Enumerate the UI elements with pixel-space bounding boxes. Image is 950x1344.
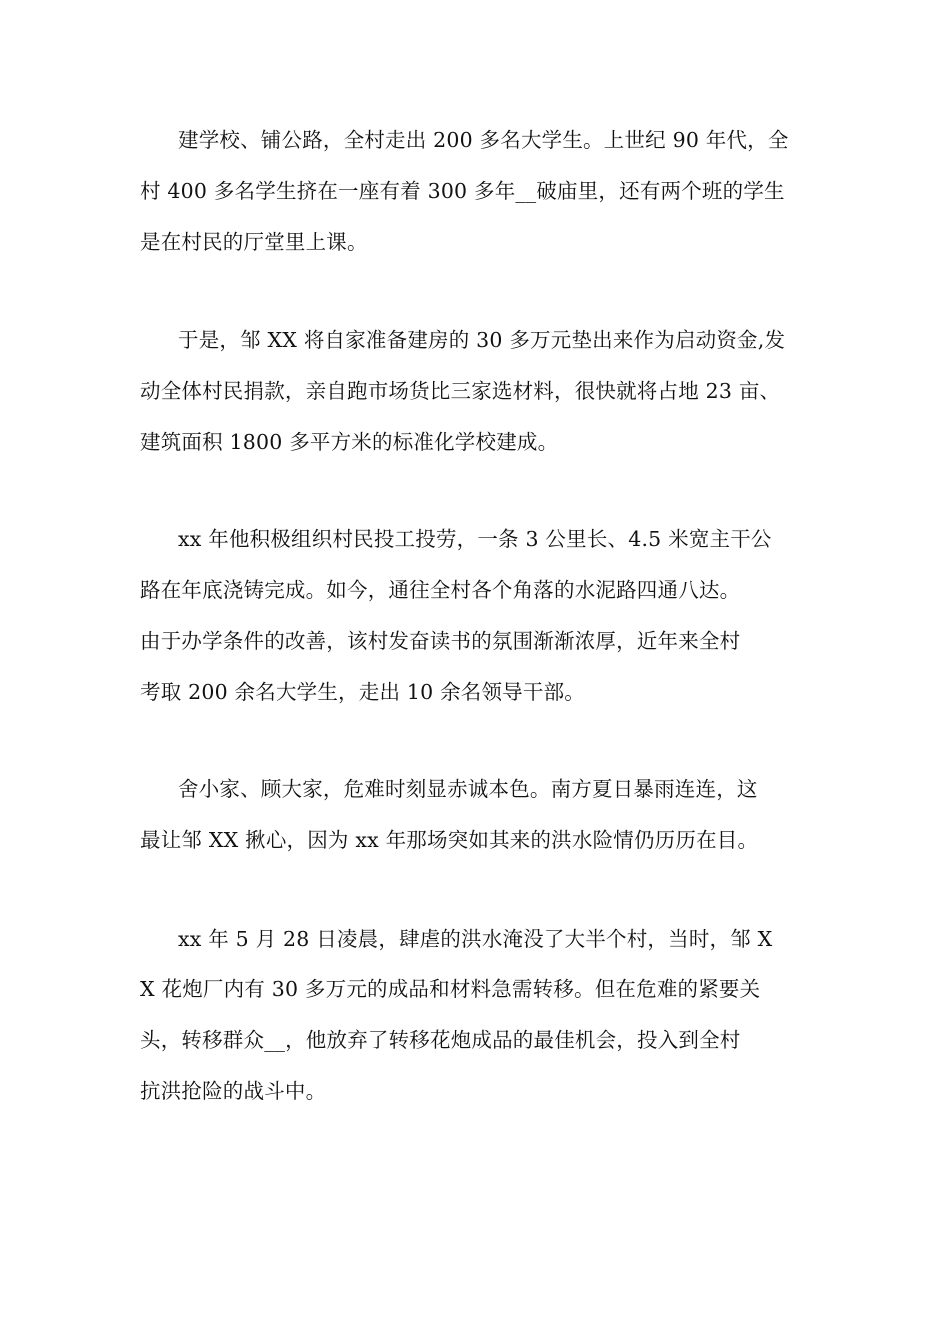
paragraph-3-line-1: xx 年他积极组织村民投工投劳，一条 3 公里长、4.5 米宽主干公: [178, 527, 772, 551]
paragraph-2-line-3: 建筑面积 1800 多平方米的标准化学校建成。: [140, 430, 559, 454]
paragraph-1-line-2: 村 400 多名学生挤在一座有着 300 多年__破庙里，还有两个班的学生: [140, 179, 785, 203]
paragraph-3-line-2: 路在年底浇铸完成。如今，通往全村各个角落的水泥路四通八达。: [140, 578, 741, 602]
paragraph-5-line-4: 抗洪抢险的战斗中。: [140, 1079, 327, 1103]
paragraph-5-line-3: 头，转移群众__，他放弃了转移花炮成品的最佳机会，投入到全村: [140, 1028, 741, 1052]
paragraph-4-line-1: 舍小家、顾大家，危难时刻显赤诚本色。南方夏日暴雨连连，这: [178, 777, 758, 801]
paragraph-4-line-2: 最让邹 XX 揪心，因为 xx 年那场突如其来的洪水险情仍历历在目。: [140, 828, 759, 852]
paragraph-5-line-1: xx 年 5 月 28 日凌晨，肆虐的洪水淹没了大半个村，当时，邹 X: [178, 927, 773, 951]
paragraph-5-line-2: X 花炮厂内有 30 多万元的成品和材料急需转移。但在危难的紧要关: [140, 977, 761, 1001]
paragraph-2-line-1: 于是，邹 XX 将自家准备建房的 30 多万元垫出来作为启动资金,发: [178, 328, 786, 352]
paragraph-3-line-4: 考取 200 余名大学生，走出 10 余名领导干部。: [140, 680, 585, 704]
paragraph-3-line-3: 由于办学条件的改善，该村发奋读书的氛围渐渐浓厚，近年来全村: [140, 629, 741, 653]
paragraph-2-line-2: 动全体村民捐款，亲自跑市场货比三家选材料，很快就将占地 23 亩、: [140, 379, 781, 403]
paragraph-1-line-1: 建学校、铺公路，全村走出 200 多名大学生。上世纪 90 年代，全: [178, 128, 789, 152]
paragraph-1-line-3: 是在村民的厅堂里上课。: [140, 230, 368, 254]
